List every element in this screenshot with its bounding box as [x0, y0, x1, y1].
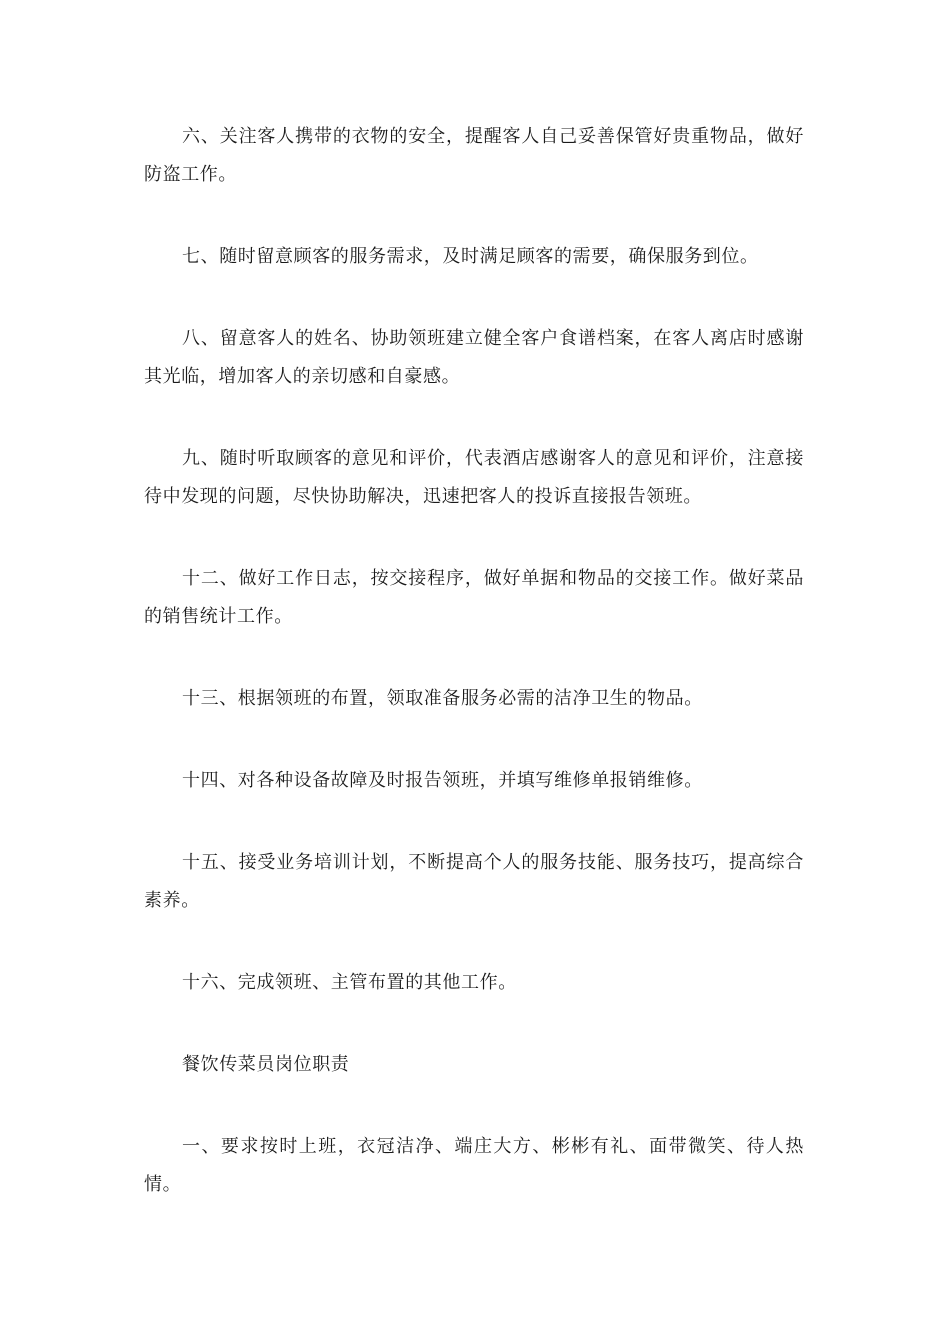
paragraph-item-14: 十四、对各种设备故障及时报告领班，并填写维修单报销维修。	[182, 770, 703, 791]
paragraph-gap	[144, 800, 804, 844]
section-heading: 餐饮传菜员岗位职责	[182, 1054, 350, 1075]
paragraph-item-15: 十五、接受业务培训计划，不断提高个人的服务技能、服务技巧，提高综合素养。	[144, 852, 804, 911]
paragraph-gap	[144, 1002, 804, 1046]
document-body	[144, 118, 804, 1204]
paragraph-gap	[144, 396, 804, 440]
paragraph-item-12: 十二、做好工作日志，按交接程序，做好单据和物品的交接工作。做好菜品的销售统计工作。	[144, 568, 804, 627]
paragraph-gap	[144, 1084, 804, 1128]
paragraph-gap	[144, 516, 804, 560]
paragraph-gap	[144, 194, 804, 238]
paragraph-gap	[144, 276, 804, 320]
paragraph-gap	[144, 718, 804, 762]
paragraph-item-8: 八、留意客人的姓名、协助领班建立健全客户食谱档案，在客人离店时感谢其光临，增加客人的亲切感和自豪感。	[144, 328, 804, 387]
paragraph-item-7: 七、随时留意顾客的服务需求，及时满足顾客的需要，确保服务到位。	[182, 246, 759, 267]
paragraph-gap	[144, 920, 804, 964]
paragraph-gap	[144, 636, 804, 680]
paragraph-item-1: 一、要求按时上班，衣冠洁净、端庄大方、彬彬有礼、面带微笑、待人热情。	[144, 1136, 804, 1195]
paragraph-item-9: 九、随时听取顾客的意见和评价，代表酒店感谢客人的意见和评价，注意接待中发现的问题，尽快协助解决，迅速把客人的投诉直接报告领班。	[144, 448, 804, 507]
paragraph-item-6: 六、关注客人携带的衣物的安全，提醒客人自己妥善保管好贵重物品，做好防盗工作。	[144, 126, 804, 185]
paragraph-item-16: 十六、完成领班、主管布置的其他工作。	[182, 972, 517, 993]
paragraph-item-13: 十三、根据领班的布置，领取准备服务必需的洁净卫生的物品。	[182, 688, 703, 709]
